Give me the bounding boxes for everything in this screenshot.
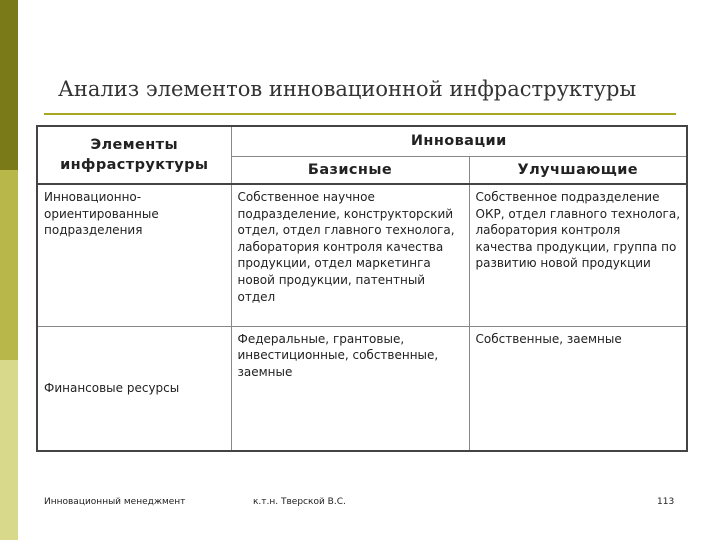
infrastructure-table	[36, 125, 688, 452]
cell-basic: Собственное научное подразделение, конструкторский отдел, отдел главного технолога, лаборатория контроля качества продукции, отдел маркетинга новой продукции, патентный отдел	[231, 184, 469, 326]
decor-bar-light	[0, 360, 18, 540]
page-number: 113	[657, 497, 675, 507]
header-basic: Базисные	[231, 156, 469, 184]
decor-bar-dark	[0, 0, 18, 170]
slide-title: Анализ элементов инновационной инфраструктуры	[58, 77, 637, 101]
header-innovations: Инновации	[231, 126, 687, 156]
table-row	[37, 326, 687, 451]
title-underline	[44, 113, 676, 115]
cell-improving: Собственные, заемные	[469, 326, 687, 451]
table-row	[37, 184, 687, 326]
cell-basic: Федеральные, грантовые, инвестиционные, собственные, заемные	[231, 326, 469, 451]
header-improving: Улучшающие	[469, 156, 687, 184]
header-elements: Элементы инфраструктуры	[37, 126, 231, 184]
cell-improving: Собственное подразделение ОКР, отдел главного технолога, лаборатория контроля качества продукции, группа по развитию новой продукции	[469, 184, 687, 326]
footer-author: к.т.н. Тверской В.С.	[253, 497, 346, 507]
cell-element: Финансовые ресурсы	[37, 326, 231, 451]
decor-bar-mid	[0, 170, 18, 360]
footer-course: Инновационный менеджмент	[44, 497, 186, 507]
cell-element: Инновационно-ориентированные подразделения	[37, 184, 231, 326]
